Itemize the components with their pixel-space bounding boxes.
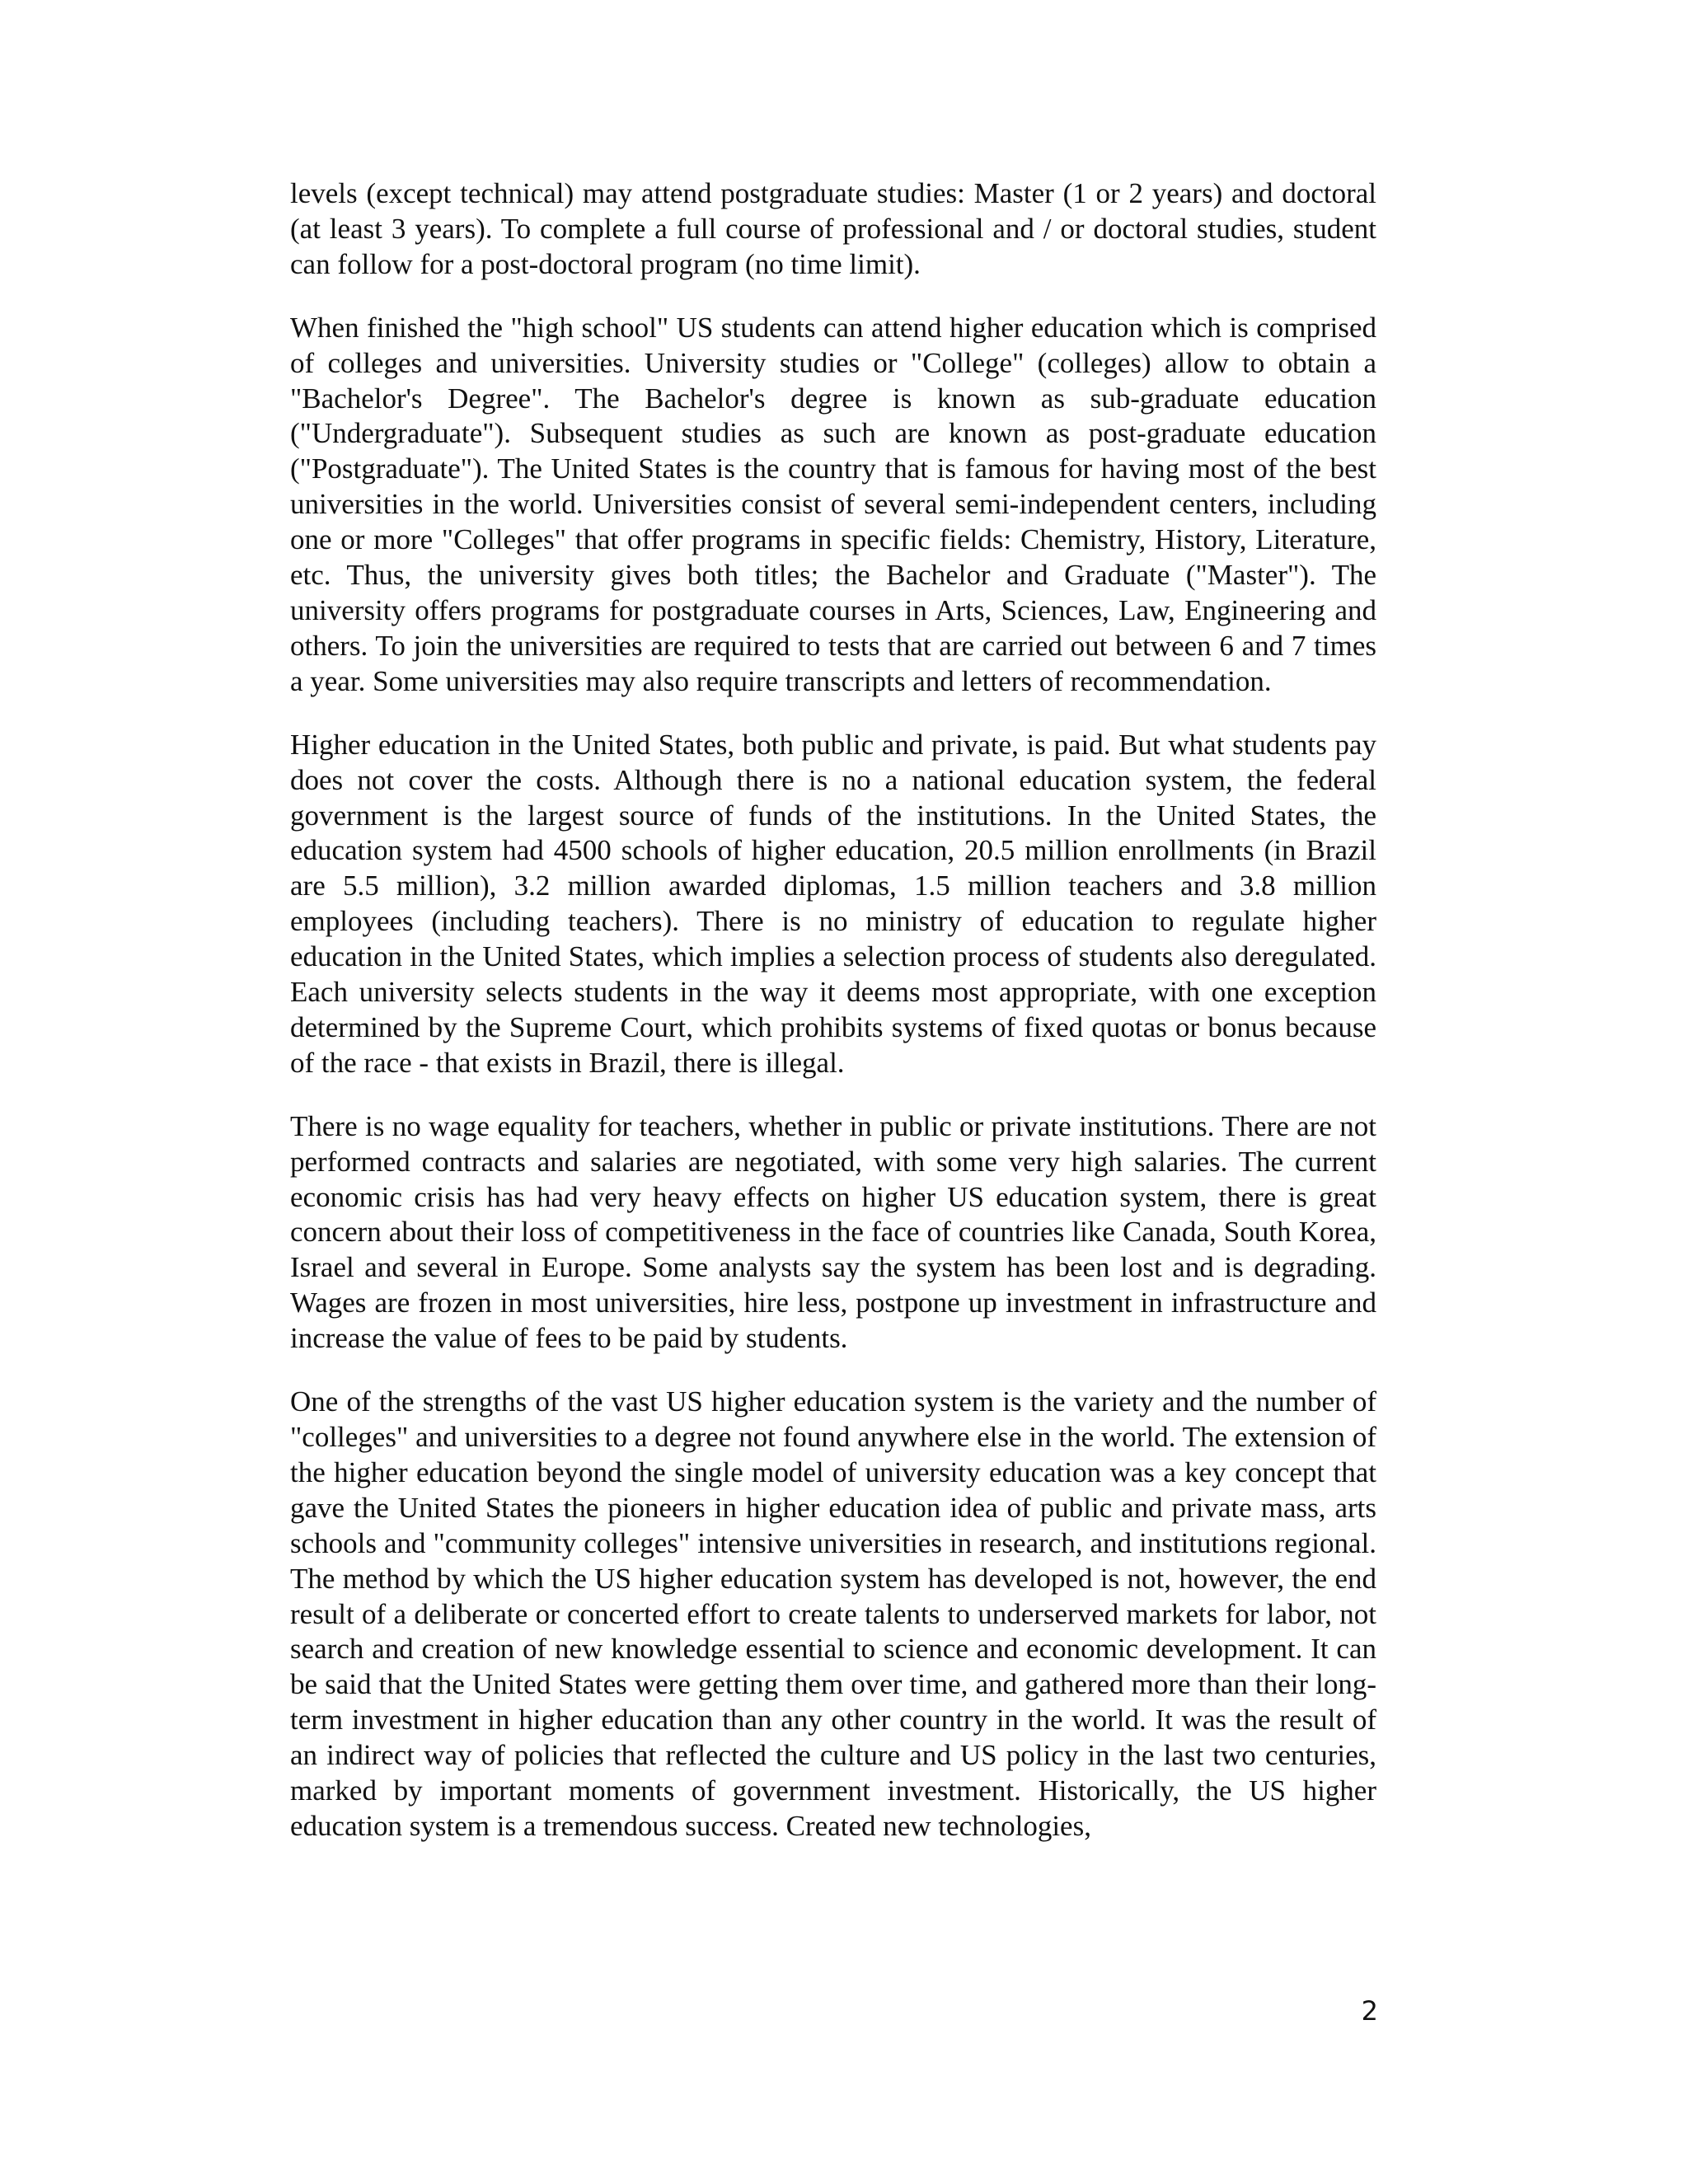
paragraph-system-strengths: One of the strengths of the vast US higher education system is the variety and the number of "colleges" and universities to a degree not found anywhere else in the world. The extension of the higher education beyond the single model of university education was a key concept that gave the United States the pioneers in higher education idea of public and private mass, arts schools and "community colleges" intensive universities in research, and institutions regional. The method by which the US higher education system has developed is not, however, the end result of a deliberate or concerted effort to create talents to underserved markets for labor, not search and creation of new knowledge essential to science and economic development. It can be said that the United States were getting them over time, and gathered more than their long-term investment in higher education than any other country in the world. It was the result of an indirect way of policies that reflected the culture and US policy in the last two centuries, marked by important moments of government investment. Historically, the US higher education system is a tremendous success. Created new technologies, (290, 1385, 1376, 1842)
page-number: 2 (1361, 1995, 1378, 2027)
paragraph-higher-education-structure: When finished the "high school" US students can attend higher education which is comprised of colleges and universities. University studies or "College" (colleges) allow to obtain a "Bachelor's Degree". The Bachelor's degree is known as sub-graduate education ("Undergraduate"). Subsequent studies as such are known as post-graduate education ("Postgraduate"). The United States is the country that is famous for having most of the best universities in the world. Universities consist of several semi-independent centers, including one or more "Colleges" that offer programs in specific fields: Chemistry, History, Literature, etc. Thus, the university gives both titles; the Bachelor and Graduate ("Master"). The university offers programs for postgraduate courses in Arts, Sciences, Law, Engineering and others. To join the universities are required to tests that are carried out between 6 and 7 times a year. Some universities may also require transcripts and letters of recommendation. (290, 311, 1376, 697)
paragraph-postgraduate-levels: levels (except technical) may attend postgraduate studies: Master (1 or 2 years) and doctoral (at least 3 years). To complete a full course of professional and / or doctoral studies, student can follow for a post-doctoral program (no time limit). (290, 177, 1376, 280)
paragraph-teacher-wages: There is no wage equality for teachers, whether in public or private institutions. There are not performed contracts and salaries are negotiated, with some very high salaries. The current economic crisis has had very heavy effects on higher US education system, there is great concern about their loss of competitiveness in the face of countries like Canada, South Korea, Israel and several in Europe. Some analysts say the system has been lost and is degrading. Wages are frozen in most universities, hire less, postpone up investment in infrastructure and increase the value of fees to be paid by students. (290, 1109, 1376, 1355)
body-text (290, 176, 1376, 1872)
paragraph-funding-and-admission: Higher education in the United States, both public and private, is paid. But what students pay does not cover the costs. Although there is no a national education system, the federal government is the largest source of funds of the institutions. In the United States, the education system had 4500 schools of higher education, 20.5 million enrollments (in Brazil are 5.5 million), 3.2 million awarded diplomas, 1.5 million teachers and 3.8 million employees (including teachers). There is no ministry of education to regulate higher education in the United States, which implies a selection process of students also deregulated. Each university selects students in the way it deems most appropriate, with one exception determined by the Supreme Court, which prohibits systems of fixed quotas or bonus because of the race - that exists in Brazil, there is illegal. (290, 728, 1376, 1079)
